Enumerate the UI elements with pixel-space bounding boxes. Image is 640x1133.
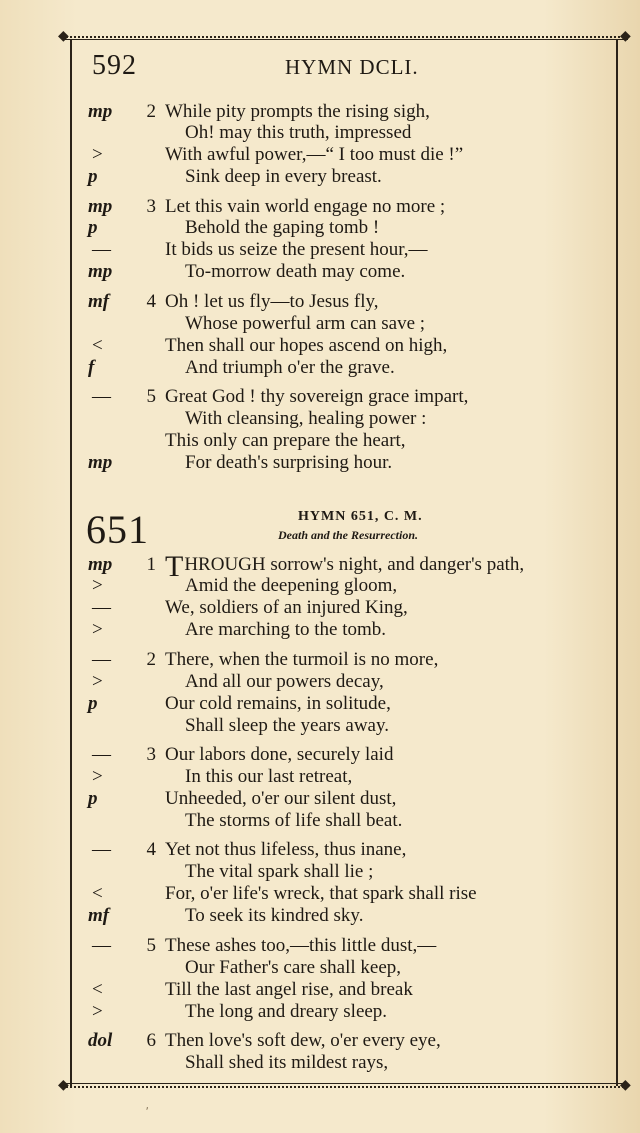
dynamic-marking: < (92, 979, 103, 1000)
verse-text: Great God ! thy sovereign grace impart, (165, 386, 469, 407)
verse-text: Sink deep in every breast. (185, 166, 382, 187)
verse-line (0, 934, 640, 958)
dynamic-marking: > (92, 619, 103, 640)
verse-line (0, 1029, 640, 1053)
bottom-border-line (62, 1083, 628, 1084)
verse-number: 5 (146, 386, 156, 407)
dynamic-marking: < (92, 883, 103, 904)
verse-line (0, 334, 640, 358)
verse-line (0, 312, 640, 336)
corner-ornament-icon: ◆ (58, 29, 69, 44)
dynamic-marking: — (92, 935, 111, 956)
verse-text: Oh ! let us fly—to Jesus fly, (165, 291, 379, 312)
dynamic-marking: mp (88, 452, 113, 473)
verse-line (0, 714, 640, 738)
dynamic-marking: dol (88, 1030, 113, 1051)
stray-mark: ʹ (146, 1104, 149, 1118)
verse-text: Till the last angel rise, and break (165, 979, 413, 1000)
dynamic-marking: mp (88, 196, 113, 217)
verse-line (0, 956, 640, 980)
verse-text: This only can prepare the heart, (165, 430, 406, 451)
dynamic-marking: > (92, 575, 103, 596)
verse-line (0, 618, 640, 642)
verse-text: The storms of life shall beat. (185, 810, 403, 831)
verse-text: In this our last retreat, (185, 766, 353, 787)
dynamic-marking: mp (88, 101, 113, 122)
verse-line (0, 670, 640, 694)
verse-line (0, 978, 640, 1002)
verse-text: Are marching to the tomb. (185, 619, 387, 640)
verse-text: We, soldiers of an injured King, (165, 597, 408, 618)
dynamic-marking: > (92, 1001, 103, 1022)
verse-number: 2 (146, 101, 156, 122)
page-number: 592 (92, 50, 137, 81)
dynamic-marking: — (92, 239, 111, 260)
verse-line (0, 765, 640, 789)
verse-line (0, 290, 640, 314)
verse-text: Amid the deepening gloom, (185, 575, 398, 596)
drop-cap: T (165, 550, 184, 583)
verse-line (0, 1051, 640, 1075)
verse-text: Then shall our hopes ascend on high, (165, 335, 448, 356)
verse-text: Yet not thus lifeless, thus inane, (165, 839, 407, 860)
corner-ornament-icon: ◆ (58, 1078, 69, 1093)
dynamic-marking: > (92, 671, 103, 692)
verse-number: 3 (146, 196, 156, 217)
verse-number: 3 (146, 744, 156, 765)
verse-text: And triumph o'er the grave. (185, 357, 395, 378)
bottom-border-dotted (62, 1086, 628, 1088)
hymn-number: 651 (86, 507, 149, 552)
verse-line (0, 165, 640, 189)
verse-text: Shall sleep the years away. (185, 715, 389, 736)
verse-text: There, when the turmoil is no more, (165, 649, 439, 670)
verse-number: 2 (146, 649, 156, 670)
verse-line (0, 904, 640, 928)
verse-text: To-morrow death may come. (185, 261, 406, 282)
verse-text: Shall shed its mildest rays, (185, 1052, 389, 1073)
verse-line (0, 809, 640, 833)
verse-line (0, 860, 640, 884)
verse-number: 5 (146, 935, 156, 956)
verse-text: With cleansing, healing power : (185, 408, 427, 429)
verse-text: Our Father's care shall keep, (185, 957, 402, 978)
verse-line (0, 1000, 640, 1024)
verse-text: For death's surprising hour. (185, 452, 393, 473)
dynamic-marking: > (92, 144, 103, 165)
dynamic-marking: f (88, 357, 95, 378)
verse-text: While pity prompts the rising sigh, (165, 101, 430, 122)
verse-line (0, 648, 640, 672)
dynamic-marking: — (92, 386, 111, 407)
verse-line (0, 356, 640, 380)
verse-text: To seek its kindred sky. (185, 905, 364, 926)
verse-line (0, 451, 640, 475)
verse-text: Let this vain world engage no more ; (165, 196, 446, 217)
verse-text: It bids us seize the present hour,— (165, 239, 428, 260)
verse-text: Behold the gaping tomb ! (185, 217, 380, 238)
dynamic-marking: p (88, 788, 98, 809)
top-border-dotted (62, 36, 628, 38)
verse-line (0, 385, 640, 409)
verse-text: The long and dreary sleep. (185, 1001, 388, 1022)
dynamic-marking: — (92, 744, 111, 765)
running-head: HYMN DCLI. (285, 55, 419, 79)
dynamic-marking: p (88, 217, 98, 238)
dynamic-marking: p (88, 166, 98, 187)
verse-number: 1 (146, 554, 156, 575)
dynamic-marking: mp (88, 261, 113, 282)
first-line-text: HROUGH sorrow's night, and danger's path, (184, 554, 525, 575)
dynamic-marking: — (92, 649, 111, 670)
dynamic-marking: mp (88, 554, 113, 575)
verse-line (0, 787, 640, 811)
dynamic-marking: mf (88, 291, 110, 312)
hymn-title: HYMN 651, C. M. (298, 509, 423, 524)
verse-text: The vital spark shall lie ; (185, 861, 374, 882)
verse-text: For, o'er life's wreck, that spark shall rise (165, 883, 477, 904)
corner-ornament-icon: ◆ (620, 29, 631, 44)
verse-text: Our cold remains, in solitude, (165, 693, 391, 714)
verse-line (0, 692, 640, 716)
verse-text: And all our powers decay, (185, 671, 384, 692)
verse-text: These ashes too,—this little dust,— (165, 935, 437, 956)
verse-text: Oh! may this truth, impressed (185, 122, 412, 143)
top-border-line (62, 39, 628, 40)
verse-line (0, 121, 640, 145)
verse-number: 4 (146, 291, 156, 312)
dynamic-marking: mf (88, 905, 110, 926)
verse-line (0, 429, 640, 453)
verse-line (0, 838, 640, 862)
verse-line (0, 882, 640, 906)
verse-line (0, 407, 640, 431)
verse-line (0, 216, 640, 240)
dynamic-marking: > (92, 766, 103, 787)
verse-number: 4 (146, 839, 156, 860)
dynamic-marking: p (88, 693, 98, 714)
verse-text: Our labors done, securely laid (165, 744, 394, 765)
verse-line (0, 574, 640, 598)
verse-number: 6 (146, 1030, 156, 1051)
verse-text: Then love's soft dew, o'er every eye, (165, 1030, 441, 1051)
verse-line (0, 238, 640, 262)
verse-text: With awful power,—“ I too must die !” (165, 144, 464, 165)
verse-line (0, 743, 640, 767)
dynamic-marking: — (92, 597, 111, 618)
verse-text: Unheeded, o'er our silent dust, (165, 788, 397, 809)
verse-line (0, 260, 640, 284)
dynamic-marking: — (92, 839, 111, 860)
verse-line (0, 596, 640, 620)
hymn-subtitle: Death and the Resurrection. (278, 528, 419, 542)
verse-text: Whose powerful arm can save ; (185, 313, 426, 334)
corner-ornament-icon: ◆ (620, 1078, 631, 1093)
verse-line (0, 143, 640, 167)
dynamic-marking: < (92, 335, 103, 356)
